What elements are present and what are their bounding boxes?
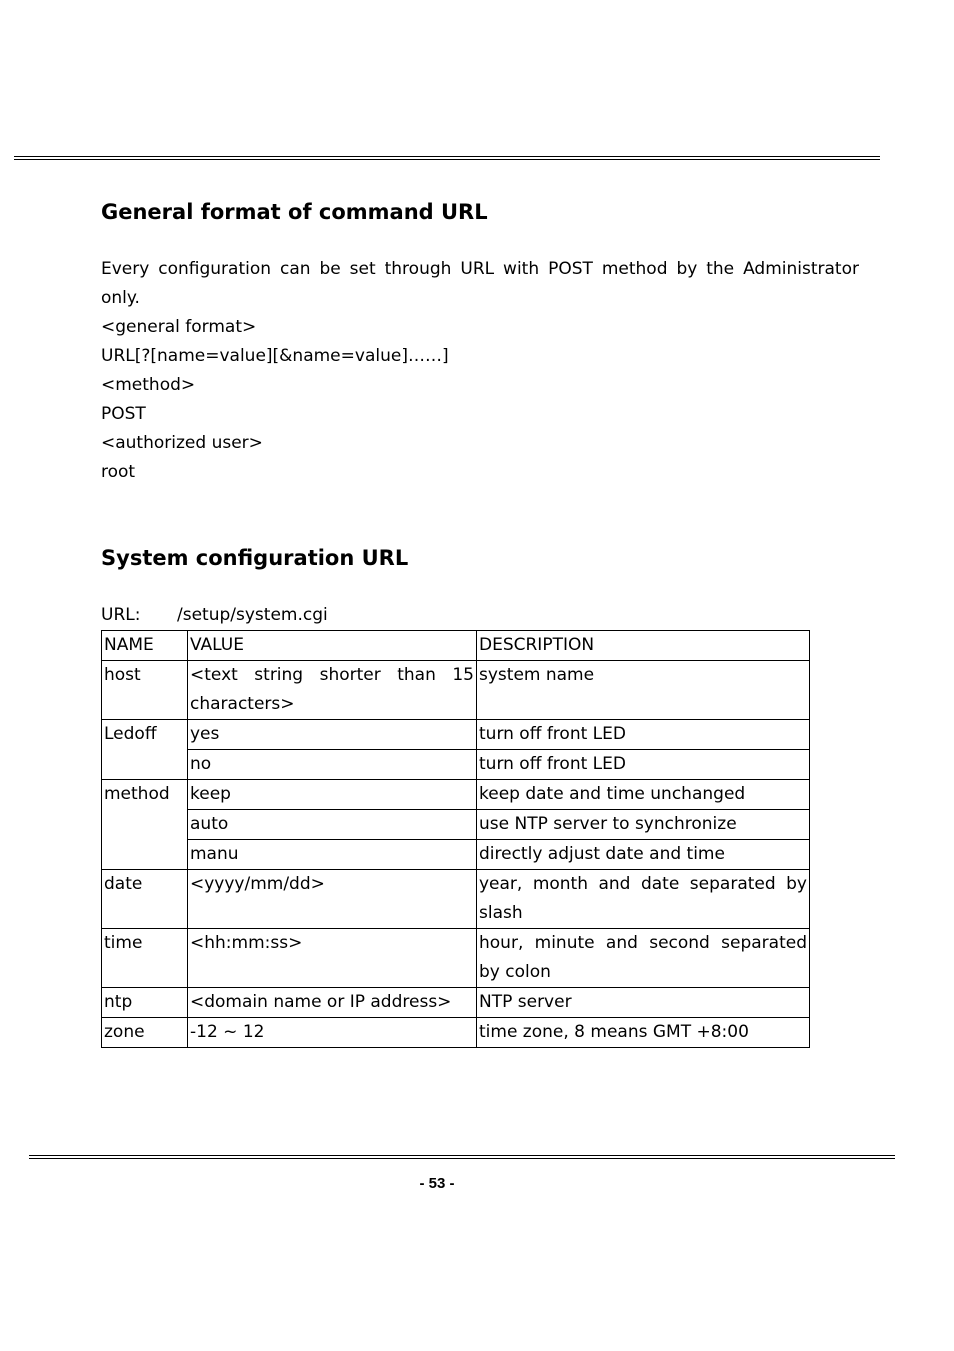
cell-description: time zone, 8 means GMT +8:00 (477, 1018, 810, 1048)
cell-name: zone (102, 1018, 188, 1048)
cell-description: turn off front LED (477, 750, 810, 780)
cell-description: keep date and time unchanged (477, 780, 810, 810)
cell-name: host (102, 661, 188, 720)
general-format-label: <general format> (101, 317, 257, 337)
header-description: DESCRIPTION (477, 631, 810, 661)
cell-description-line-1: year, month and date separated by (479, 874, 807, 894)
table-row-ntp (102, 988, 810, 1018)
section-title-system-config: System configuration URL (101, 546, 409, 570)
cell-value: <domain name or IP address> (188, 988, 477, 1018)
cell-value-line-2: characters> (190, 694, 295, 714)
cell-name: time (102, 929, 188, 988)
cell-description-line-2: by colon (479, 962, 551, 982)
cell-value: auto (188, 810, 477, 840)
table-row-ledoff-no (102, 750, 810, 780)
intro-line-1: Every configuration can be set through URL with POST method by the Administrator (101, 259, 859, 279)
method-value: POST (101, 404, 146, 424)
intro-line-2: only. (101, 288, 140, 308)
cell-value: manu (188, 840, 477, 870)
cell-description: use NTP server to synchronize (477, 810, 810, 840)
header-rule-upper (14, 156, 880, 157)
authorized-user-value: root (101, 462, 136, 482)
table-header-row (102, 631, 810, 661)
cell-description-line-1: hour, minute and second separated (479, 933, 807, 953)
cell-value-line-1: <text string shorter than 15 (190, 665, 474, 685)
url-line (101, 601, 328, 630)
table-row-date (102, 870, 810, 929)
header-value: VALUE (188, 631, 477, 661)
table-row-method-manu (102, 840, 810, 870)
cell-name: method (102, 780, 188, 870)
cell-value: <yyyy/mm/dd> (188, 870, 477, 929)
header-rule-lower (14, 159, 880, 160)
footer-rule-lower (29, 1158, 895, 1159)
cell-name: ntp (102, 988, 188, 1018)
cell-value: no (188, 750, 477, 780)
section-title-general-format: General format of command URL (101, 200, 488, 224)
cell-description (477, 929, 810, 988)
table-row-ledoff-yes (102, 720, 810, 750)
table-row-zone (102, 1018, 810, 1048)
cell-description: turn off front LED (477, 720, 810, 750)
cell-value: <hh:mm:ss> (188, 929, 477, 988)
header-name: NAME (102, 631, 188, 661)
table-row-method-auto (102, 810, 810, 840)
table-row-host (102, 661, 810, 720)
url-value: /setup/system.cgi (177, 605, 328, 625)
cell-description: directly adjust date and time (477, 840, 810, 870)
cell-description (477, 870, 810, 929)
table-row-method-keep (102, 780, 810, 810)
cell-description: system name (477, 661, 810, 720)
cell-description: NTP server (477, 988, 810, 1018)
cell-value (188, 661, 477, 720)
general-format-body (101, 255, 859, 487)
cell-value: yes (188, 720, 477, 750)
page-number: - 53 - (419, 1175, 455, 1192)
system-config-table (101, 630, 810, 1048)
authorized-user-label: <authorized user> (101, 433, 263, 453)
cell-name: date (102, 870, 188, 929)
footer-rule-upper (29, 1155, 895, 1156)
table-row-time (102, 929, 810, 988)
cell-description-line-2: slash (479, 903, 523, 923)
cell-name: Ledoff (102, 720, 188, 780)
general-format-value: URL[?[name=value][&name=value]……] (101, 346, 449, 366)
url-label: URL: (101, 605, 141, 625)
method-label: <method> (101, 375, 196, 395)
cell-value: -12 ~ 12 (188, 1018, 477, 1048)
cell-value: keep (188, 780, 477, 810)
